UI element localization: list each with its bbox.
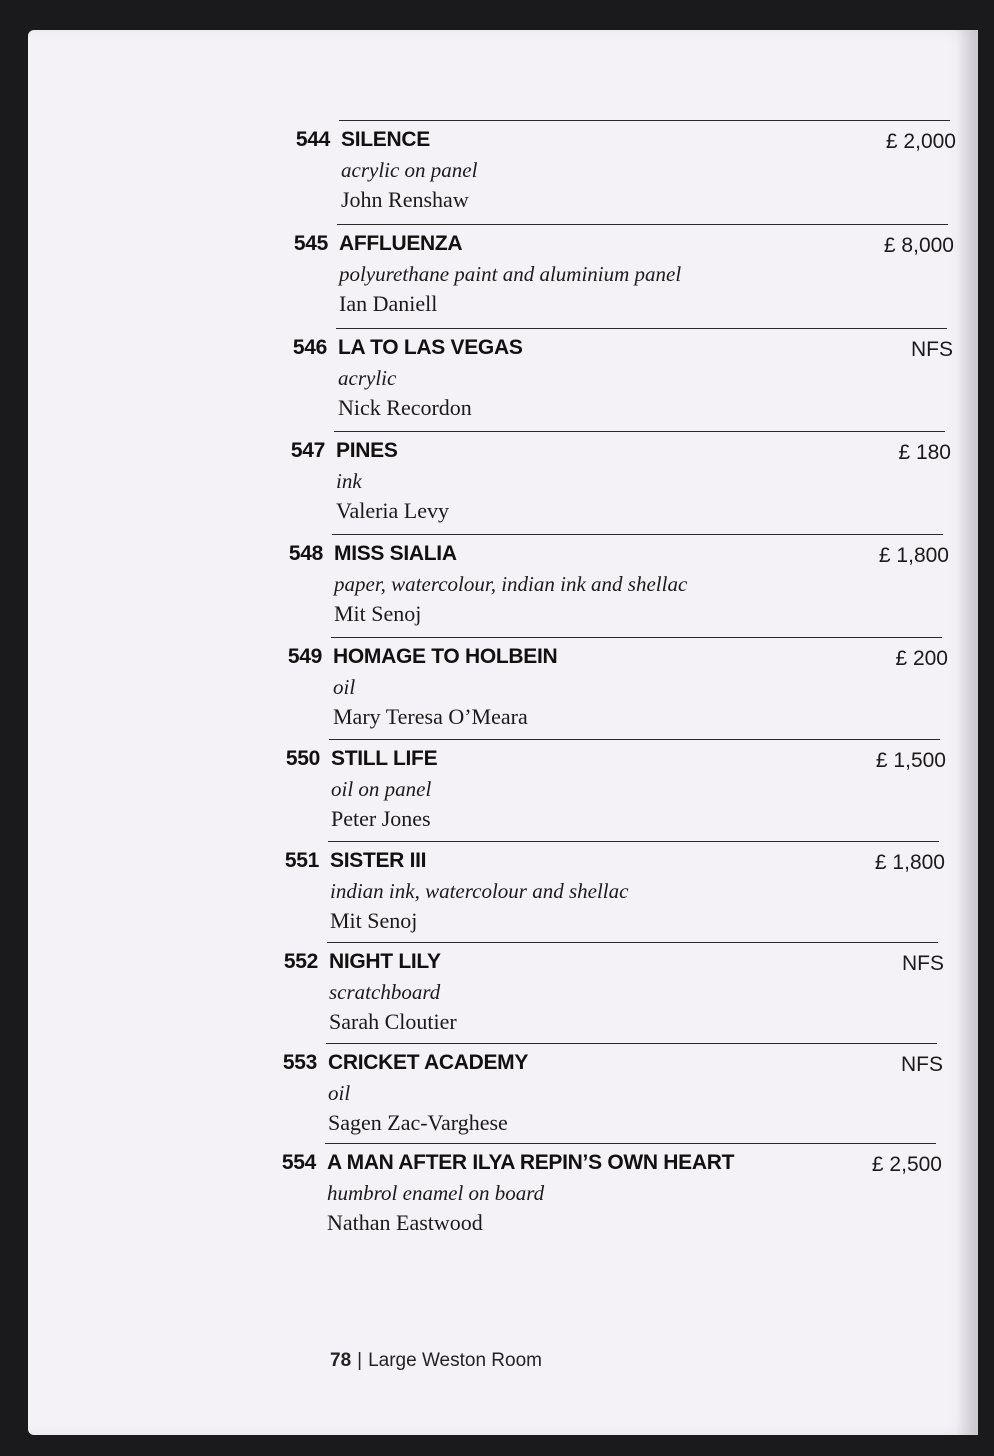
page-edge-shadow bbox=[956, 30, 978, 1435]
lot-number: 549 bbox=[287, 645, 322, 668]
entry-divider bbox=[329, 739, 940, 740]
lot-number: 551 bbox=[284, 849, 319, 872]
artwork-medium: acrylic on panel bbox=[341, 158, 478, 182]
page-number: 78 bbox=[330, 1350, 352, 1371]
artwork-title: HOMAGE TO HOLBEIN bbox=[333, 645, 558, 668]
artwork-medium: oil bbox=[328, 1081, 351, 1105]
lot-number: 553 bbox=[282, 1051, 317, 1074]
artwork-title: A MAN AFTER ILYA REPIN’S OWN HEART bbox=[327, 1151, 735, 1174]
catalogue-entry bbox=[283, 534, 949, 636]
artist-name: Sarah Cloutier bbox=[329, 1009, 457, 1034]
artwork-price: NFS bbox=[901, 1053, 943, 1076]
entry-divider bbox=[332, 534, 943, 535]
entry-divider bbox=[337, 224, 948, 225]
artist-name: Peter Jones bbox=[331, 806, 431, 831]
artist-name: Sagen Zac-Varghese bbox=[328, 1110, 508, 1135]
artwork-medium: oil on panel bbox=[331, 777, 432, 801]
artwork-price: £ 2,000 bbox=[885, 130, 956, 153]
artwork-title: NIGHT LILY bbox=[329, 950, 441, 973]
artwork-medium: indian ink, watercolour and shellac bbox=[330, 879, 629, 903]
artwork-title: STILL LIFE bbox=[331, 747, 438, 770]
catalogue-entry bbox=[287, 328, 953, 430]
entry-divider bbox=[334, 431, 945, 432]
catalogue-page bbox=[28, 30, 978, 1435]
artwork-price: £ 2,500 bbox=[871, 1153, 942, 1176]
lot-number: 550 bbox=[285, 747, 320, 770]
artwork-medium: polyurethane paint and aluminium panel bbox=[339, 262, 682, 286]
artist-name: Mit Senoj bbox=[334, 601, 422, 626]
artwork-medium: humbrol enamel on board bbox=[327, 1181, 545, 1205]
artwork-price: £ 200 bbox=[895, 647, 948, 670]
catalogue-entry bbox=[276, 1143, 942, 1245]
artwork-medium: oil bbox=[333, 675, 356, 699]
artist-name: John Renshaw bbox=[341, 187, 469, 212]
artwork-price: NFS bbox=[902, 952, 944, 975]
artwork-medium: acrylic bbox=[338, 366, 397, 390]
artwork-price: NFS bbox=[911, 338, 953, 361]
catalogue-entry bbox=[277, 1043, 943, 1145]
catalogue-entry bbox=[279, 841, 945, 943]
artwork-title: SILENCE bbox=[341, 128, 430, 151]
footer-separator: | bbox=[357, 1350, 363, 1371]
lot-number: 552 bbox=[283, 950, 318, 973]
entry-divider bbox=[325, 1143, 936, 1144]
entry-divider bbox=[339, 120, 950, 121]
artwork-title: AFFLUENZA bbox=[339, 232, 463, 255]
artwork-price: £ 1,800 bbox=[878, 544, 949, 567]
catalogue-entry bbox=[285, 431, 951, 533]
artwork-price: £ 1,500 bbox=[875, 749, 946, 772]
lot-number: 546 bbox=[292, 336, 327, 359]
artwork-title: MISS SIALIA bbox=[334, 542, 457, 565]
artist-name: Mary Teresa O’Meara bbox=[333, 704, 528, 729]
artwork-medium: ink bbox=[336, 469, 362, 493]
artist-name: Ian Daniell bbox=[339, 291, 438, 316]
lot-number: 545 bbox=[293, 232, 328, 255]
artist-name: Valeria Levy bbox=[336, 498, 449, 523]
catalogue-entry bbox=[278, 942, 944, 1044]
page-footer bbox=[330, 1350, 542, 1372]
artwork-price: £ 180 bbox=[898, 441, 951, 464]
entry-divider bbox=[326, 1043, 937, 1044]
artwork-title: PINES bbox=[336, 439, 398, 462]
artist-name: Nick Recordon bbox=[338, 395, 472, 420]
artist-name: Nathan Eastwood bbox=[327, 1210, 483, 1235]
catalogue-entry bbox=[290, 120, 956, 222]
artwork-medium: paper, watercolour, indian ink and shellac bbox=[334, 572, 688, 596]
lot-number: 548 bbox=[288, 542, 323, 565]
entry-divider bbox=[328, 841, 939, 842]
artwork-price: £ 8,000 bbox=[883, 234, 954, 257]
artist-name: Mit Senoj bbox=[330, 908, 418, 933]
artwork-price: £ 1,800 bbox=[874, 851, 945, 874]
artwork-title: LA TO LAS VEGAS bbox=[338, 336, 523, 359]
lot-number: 554 bbox=[281, 1151, 316, 1174]
entry-divider bbox=[336, 328, 947, 329]
artwork-medium: scratchboard bbox=[329, 980, 441, 1004]
catalogue-entry bbox=[282, 637, 948, 739]
lot-number: 544 bbox=[295, 128, 330, 151]
room-name: Large Weston Room bbox=[368, 1350, 542, 1371]
catalogue-entry bbox=[288, 224, 954, 326]
entry-divider bbox=[327, 942, 938, 943]
lot-number: 547 bbox=[290, 439, 325, 462]
entry-divider bbox=[331, 637, 942, 638]
artwork-title: CRICKET ACADEMY bbox=[328, 1051, 529, 1074]
catalogue-entry bbox=[280, 739, 946, 841]
artwork-title: SISTER III bbox=[330, 849, 427, 872]
